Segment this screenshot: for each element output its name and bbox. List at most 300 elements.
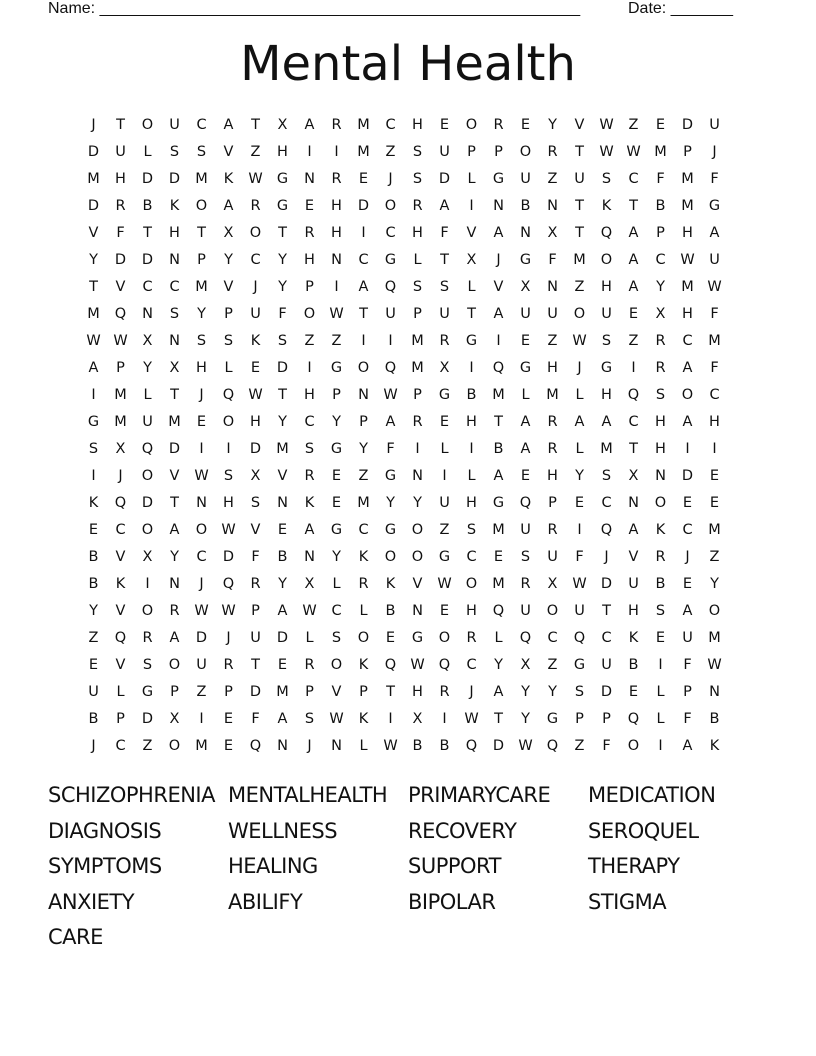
grid-letter: F xyxy=(683,710,692,727)
grid-letter: A xyxy=(709,224,720,241)
grid-letter: Q xyxy=(114,305,127,322)
grid-letter: E xyxy=(304,197,315,214)
grid-letter: I xyxy=(496,332,501,349)
grid-letter: E xyxy=(520,332,531,349)
grid-letter: A xyxy=(277,602,288,619)
grid-letter: I xyxy=(226,440,231,457)
grid-letter: R xyxy=(520,575,531,592)
grid-letter: R xyxy=(304,224,315,241)
grid-letter: C xyxy=(601,629,612,646)
grid-letter: T xyxy=(575,197,584,214)
grid-letter: U xyxy=(601,656,612,673)
grid-letter: H xyxy=(682,305,693,322)
grid-letter: P xyxy=(116,359,125,376)
grid-letter: T xyxy=(629,440,638,457)
grid-letter: I xyxy=(334,143,339,160)
grid-letter: P xyxy=(170,683,179,700)
grid-letter: D xyxy=(114,251,127,268)
grid-letter: G xyxy=(330,359,343,376)
grid-letter: W xyxy=(221,521,236,538)
grid-letter: R xyxy=(358,575,369,592)
grid-letter: Z xyxy=(628,116,639,133)
grid-letter: G xyxy=(276,197,289,214)
grid-letter: W xyxy=(464,710,479,727)
word-list-item: HEALING xyxy=(228,854,318,878)
grid-letter: H xyxy=(277,143,288,160)
grid-letter: M xyxy=(87,170,100,187)
grid-letter: K xyxy=(88,494,99,511)
grid-letter: U xyxy=(574,602,585,619)
grid-letter: Y xyxy=(332,413,341,430)
grid-letter: W xyxy=(329,710,344,727)
grid-letter: U xyxy=(547,548,558,565)
grid-letter: X xyxy=(169,710,180,727)
grid-letter: J xyxy=(199,386,204,403)
grid-letter: M xyxy=(195,737,208,754)
grid-letter: S xyxy=(331,629,342,646)
grid-letter: M xyxy=(168,413,181,430)
grid-letter: T xyxy=(602,602,611,619)
grid-letter: A xyxy=(169,629,180,646)
grid-letter: J xyxy=(685,548,690,565)
grid-letter: R xyxy=(439,683,450,700)
grid-letter: G xyxy=(465,332,478,349)
grid-letter: N xyxy=(358,386,369,403)
grid-letter: X xyxy=(250,467,261,484)
word-list-item: SUPPORT xyxy=(408,854,501,878)
grid-letter: N xyxy=(493,197,504,214)
grid-letter: Y xyxy=(656,278,665,295)
grid-letter: N xyxy=(142,305,153,322)
grid-letter: G xyxy=(330,521,343,538)
grid-letter: S xyxy=(574,683,585,700)
grid-letter: E xyxy=(574,494,585,511)
grid-letter: S xyxy=(655,386,666,403)
grid-letter: E xyxy=(682,494,693,511)
letter-grid xyxy=(80,111,740,759)
grid-letter: T xyxy=(278,386,287,403)
grid-letter: L xyxy=(494,629,503,646)
grid-letter: A xyxy=(628,224,639,241)
grid-letter: Q xyxy=(114,629,127,646)
grid-letter: G xyxy=(411,629,424,646)
grid-letter: C xyxy=(196,116,207,133)
grid-letter: Z xyxy=(439,521,450,538)
grid-letter: W xyxy=(410,656,425,673)
grid-letter: D xyxy=(141,251,154,268)
grid-letter: R xyxy=(412,197,423,214)
grid-letter: A xyxy=(277,710,288,727)
grid-letter: P xyxy=(224,683,233,700)
grid-letter: N xyxy=(547,278,558,295)
grid-letter: A xyxy=(574,413,585,430)
grid-letter: O xyxy=(195,521,208,538)
grid-letter: N xyxy=(331,737,342,754)
grid-letter: A xyxy=(520,413,531,430)
grid-letter: M xyxy=(681,278,694,295)
grid-letter: E xyxy=(277,521,288,538)
grid-letter: N xyxy=(412,467,423,484)
grid-letter: N xyxy=(520,224,531,241)
grid-letter: S xyxy=(277,332,288,349)
grid-letter: E xyxy=(439,602,450,619)
grid-letter: K xyxy=(385,575,396,592)
word-list-item: MEDICATION xyxy=(588,783,716,807)
grid-letter: Q xyxy=(600,521,613,538)
grid-letter: K xyxy=(115,575,126,592)
grid-letter: H xyxy=(547,467,558,484)
grid-letter: B xyxy=(520,197,531,214)
grid-letter: L xyxy=(224,359,233,376)
grid-letter: T xyxy=(251,116,260,133)
grid-letter: G xyxy=(600,359,613,376)
grid-letter: N xyxy=(331,251,342,268)
grid-letter: F xyxy=(710,359,719,376)
grid-letter: V xyxy=(277,467,288,484)
grid-letter: W xyxy=(194,467,209,484)
grid-letter: O xyxy=(708,602,721,619)
grid-letter: S xyxy=(601,467,612,484)
grid-letter: W xyxy=(248,386,263,403)
grid-letter: L xyxy=(467,278,476,295)
grid-letter: P xyxy=(251,602,260,619)
grid-letter: B xyxy=(412,737,423,754)
grid-letter: P xyxy=(413,386,422,403)
grid-letter: U xyxy=(520,521,531,538)
grid-letter: M xyxy=(357,116,370,133)
grid-letter: W xyxy=(194,602,209,619)
grid-letter: U xyxy=(196,656,207,673)
grid-letter: G xyxy=(141,683,154,700)
grid-letter: W xyxy=(572,575,587,592)
grid-letter: L xyxy=(359,602,368,619)
grid-letter: B xyxy=(385,602,396,619)
grid-letter: O xyxy=(195,197,208,214)
grid-letter: X xyxy=(142,332,153,349)
grid-letter: M xyxy=(276,440,289,457)
grid-letter: J xyxy=(577,359,582,376)
grid-letter: W xyxy=(599,116,614,133)
grid-letter: U xyxy=(520,305,531,322)
word-list-item: SEROQUEL xyxy=(588,818,699,843)
grid-letter: H xyxy=(466,413,477,430)
grid-letter: Y xyxy=(278,278,287,295)
grid-letter: M xyxy=(87,305,100,322)
grid-letter: T xyxy=(359,305,368,322)
grid-letter: I xyxy=(442,467,447,484)
grid-letter: Y xyxy=(197,305,206,322)
grid-letter: E xyxy=(250,359,261,376)
grid-letter: C xyxy=(601,494,612,511)
grid-letter: Z xyxy=(196,683,207,700)
grid-letter: X xyxy=(223,224,234,241)
grid-letter: Y xyxy=(575,467,584,484)
grid-letter: N xyxy=(196,494,207,511)
grid-letter: E xyxy=(493,548,504,565)
grid-letter: H xyxy=(115,170,126,187)
grid-letter: L xyxy=(467,467,476,484)
grid-letter: C xyxy=(466,656,477,673)
grid-letter: R xyxy=(142,629,153,646)
grid-letter: M xyxy=(546,386,559,403)
grid-letter: X xyxy=(547,224,558,241)
word-list-item: BIPOLAR xyxy=(408,889,496,914)
grid-letter: E xyxy=(331,494,342,511)
word-list-item: SCHIZOPHRENIA xyxy=(48,783,215,807)
grid-letter: Q xyxy=(627,386,640,403)
grid-letter: E xyxy=(655,629,666,646)
grid-letter: Z xyxy=(304,332,315,349)
grid-letter: V xyxy=(169,467,180,484)
grid-letter: B xyxy=(655,575,666,592)
grid-letter: C xyxy=(196,548,207,565)
grid-letter: Y xyxy=(413,494,422,511)
grid-letter: K xyxy=(358,710,369,727)
grid-letter: V xyxy=(412,575,423,592)
grid-letter: X xyxy=(277,116,288,133)
grid-letter: Z xyxy=(547,656,558,673)
grid-letter: R xyxy=(412,413,423,430)
grid-letter: H xyxy=(601,278,612,295)
grid-letter: S xyxy=(520,548,531,565)
grid-letter: W xyxy=(680,251,695,268)
grid-letter: Y xyxy=(548,683,557,700)
grid-letter: T xyxy=(116,116,125,133)
grid-letter: O xyxy=(654,494,667,511)
grid-letter: U xyxy=(169,116,180,133)
grid-letter: O xyxy=(141,116,154,133)
grid-letter: Z xyxy=(331,332,342,349)
grid-letter: M xyxy=(573,251,586,268)
grid-letter: T xyxy=(494,710,503,727)
grid-letter: S xyxy=(412,143,423,160)
grid-letter: B xyxy=(655,197,666,214)
grid-letter: E xyxy=(682,575,693,592)
grid-letter: A xyxy=(628,278,639,295)
grid-letter: I xyxy=(469,440,474,457)
grid-letter: C xyxy=(385,224,396,241)
grid-letter: J xyxy=(496,251,501,268)
grid-letter: C xyxy=(709,386,720,403)
grid-letter: R xyxy=(331,170,342,187)
grid-letter: M xyxy=(492,386,505,403)
grid-letter: H xyxy=(250,413,261,430)
grid-letter: L xyxy=(332,575,341,592)
grid-letter: H xyxy=(628,602,639,619)
grid-letter: M xyxy=(357,494,370,511)
grid-letter: J xyxy=(307,737,312,754)
grid-letter: U xyxy=(142,413,153,430)
grid-letter: K xyxy=(655,521,666,538)
grid-letter: A xyxy=(520,440,531,457)
grid-letter: I xyxy=(361,332,366,349)
grid-letter: E xyxy=(520,116,531,133)
grid-letter: H xyxy=(223,494,234,511)
grid-letter: A xyxy=(601,413,612,430)
grid-letter: W xyxy=(86,332,101,349)
grid-letter: W xyxy=(302,602,317,619)
grid-letter: K xyxy=(304,494,315,511)
grid-letter: S xyxy=(196,143,207,160)
grid-letter: Z xyxy=(142,737,153,754)
grid-letter: Q xyxy=(465,737,478,754)
grid-letter: H xyxy=(709,413,720,430)
grid-letter: V xyxy=(88,224,99,241)
grid-letter: D xyxy=(681,467,694,484)
grid-letter: H xyxy=(412,116,423,133)
grid-letter: N xyxy=(655,467,666,484)
grid-letter: L xyxy=(116,683,125,700)
grid-letter: S xyxy=(250,494,261,511)
grid-letter: J xyxy=(388,170,393,187)
grid-letter: H xyxy=(466,494,477,511)
grid-letter: J xyxy=(469,683,474,700)
grid-letter: D xyxy=(492,737,505,754)
grid-letter: S xyxy=(169,143,180,160)
grid-letter: P xyxy=(305,278,314,295)
grid-letter: S xyxy=(304,710,315,727)
grid-letter: T xyxy=(143,224,152,241)
grid-letter: Y xyxy=(224,251,233,268)
grid-letter: Q xyxy=(573,629,586,646)
grid-letter: S xyxy=(655,602,666,619)
grid-letter: O xyxy=(357,359,370,376)
grid-letter: W xyxy=(599,143,614,160)
grid-letter: A xyxy=(223,197,234,214)
grid-letter: Z xyxy=(88,629,99,646)
grid-letter: K xyxy=(358,548,369,565)
grid-letter: H xyxy=(655,440,666,457)
grid-letter: D xyxy=(222,548,235,565)
grid-letter: C xyxy=(628,170,639,187)
grid-letter: U xyxy=(439,143,450,160)
grid-letter: D xyxy=(600,575,613,592)
grid-letter: O xyxy=(465,116,478,133)
grid-letter: I xyxy=(145,575,150,592)
grid-letter: V xyxy=(115,656,126,673)
grid-letter: F xyxy=(683,656,692,673)
grid-letter: K xyxy=(628,629,639,646)
grid-letter: C xyxy=(250,251,261,268)
grid-letter: I xyxy=(307,143,312,160)
grid-letter: M xyxy=(114,386,127,403)
grid-letter: S xyxy=(223,332,234,349)
grid-letter: R xyxy=(655,332,666,349)
grid-letter: H xyxy=(331,197,342,214)
grid-letter: Q xyxy=(492,359,505,376)
grid-letter: O xyxy=(249,224,262,241)
grid-letter: S xyxy=(169,305,180,322)
grid-letter: O xyxy=(573,305,586,322)
grid-letter: U xyxy=(520,170,531,187)
grid-letter: Q xyxy=(600,224,613,241)
grid-letter: W xyxy=(707,278,722,295)
grid-letter: V xyxy=(223,143,234,160)
grid-letter: Y xyxy=(89,251,98,268)
grid-letter: L xyxy=(413,251,422,268)
grid-letter: C xyxy=(547,629,558,646)
grid-letter: B xyxy=(493,440,504,457)
grid-letter: M xyxy=(492,521,505,538)
grid-letter: H xyxy=(601,386,612,403)
grid-letter: O xyxy=(141,467,154,484)
grid-letter: V xyxy=(223,278,234,295)
grid-letter: J xyxy=(604,548,609,565)
grid-letter: R xyxy=(169,602,180,619)
grid-letter: O xyxy=(141,521,154,538)
grid-letter: U xyxy=(709,251,720,268)
grid-letter: G xyxy=(573,656,586,673)
page-title: Mental Health xyxy=(240,36,576,92)
grid-letter: X xyxy=(412,710,423,727)
grid-letter: E xyxy=(628,683,639,700)
grid-letter: I xyxy=(685,440,690,457)
grid-letter: T xyxy=(89,278,98,295)
grid-letter: G xyxy=(519,359,532,376)
grid-letter: S xyxy=(304,440,315,457)
grid-letter: E xyxy=(655,116,666,133)
grid-letter: R xyxy=(304,467,315,484)
grid-letter: U xyxy=(439,305,450,322)
grid-letter: Y xyxy=(278,251,287,268)
grid-letter: I xyxy=(469,359,474,376)
grid-letter: N xyxy=(709,683,720,700)
grid-letter: Y xyxy=(143,359,152,376)
grid-letter: R xyxy=(655,548,666,565)
grid-letter: T xyxy=(251,656,260,673)
grid-letter: E xyxy=(439,413,450,430)
grid-letter: O xyxy=(357,629,370,646)
grid-letter: J xyxy=(253,278,258,295)
grid-letter: M xyxy=(276,683,289,700)
grid-letter: M xyxy=(195,170,208,187)
word-list-item: DIAGNOSIS xyxy=(48,818,162,843)
grid-letter: I xyxy=(91,467,96,484)
grid-letter: O xyxy=(168,656,181,673)
grid-letter: U xyxy=(574,170,585,187)
grid-letter: B xyxy=(466,386,477,403)
grid-letter: D xyxy=(87,197,100,214)
grid-letter: K xyxy=(250,332,261,349)
grid-letter: E xyxy=(88,656,99,673)
grid-letter: X xyxy=(466,251,477,268)
word-list xyxy=(48,778,768,956)
grid-letter: I xyxy=(469,197,474,214)
grid-letter: O xyxy=(168,737,181,754)
grid-letter: J xyxy=(712,143,717,160)
grid-letter: A xyxy=(493,224,504,241)
word-list-item: RECOVERY xyxy=(408,818,517,843)
grid-letter: H xyxy=(196,359,207,376)
grid-letter: I xyxy=(577,521,582,538)
grid-letter: N xyxy=(169,575,180,592)
grid-letter: I xyxy=(199,440,204,457)
grid-letter: E xyxy=(385,629,396,646)
grid-letter: S xyxy=(439,278,450,295)
grid-letter: C xyxy=(331,602,342,619)
grid-letter: L xyxy=(440,440,449,457)
grid-letter: J xyxy=(226,629,231,646)
grid-letter: R xyxy=(655,359,666,376)
grid-letter: W xyxy=(329,305,344,322)
grid-letter: A xyxy=(385,413,396,430)
word-list-item: WELLNESS xyxy=(228,818,338,843)
word-list-item: STIGMA xyxy=(588,889,667,914)
grid-letter: Q xyxy=(546,737,559,754)
grid-letter: I xyxy=(658,737,663,754)
grid-letter: H xyxy=(304,386,315,403)
grid-letter: C xyxy=(628,413,639,430)
